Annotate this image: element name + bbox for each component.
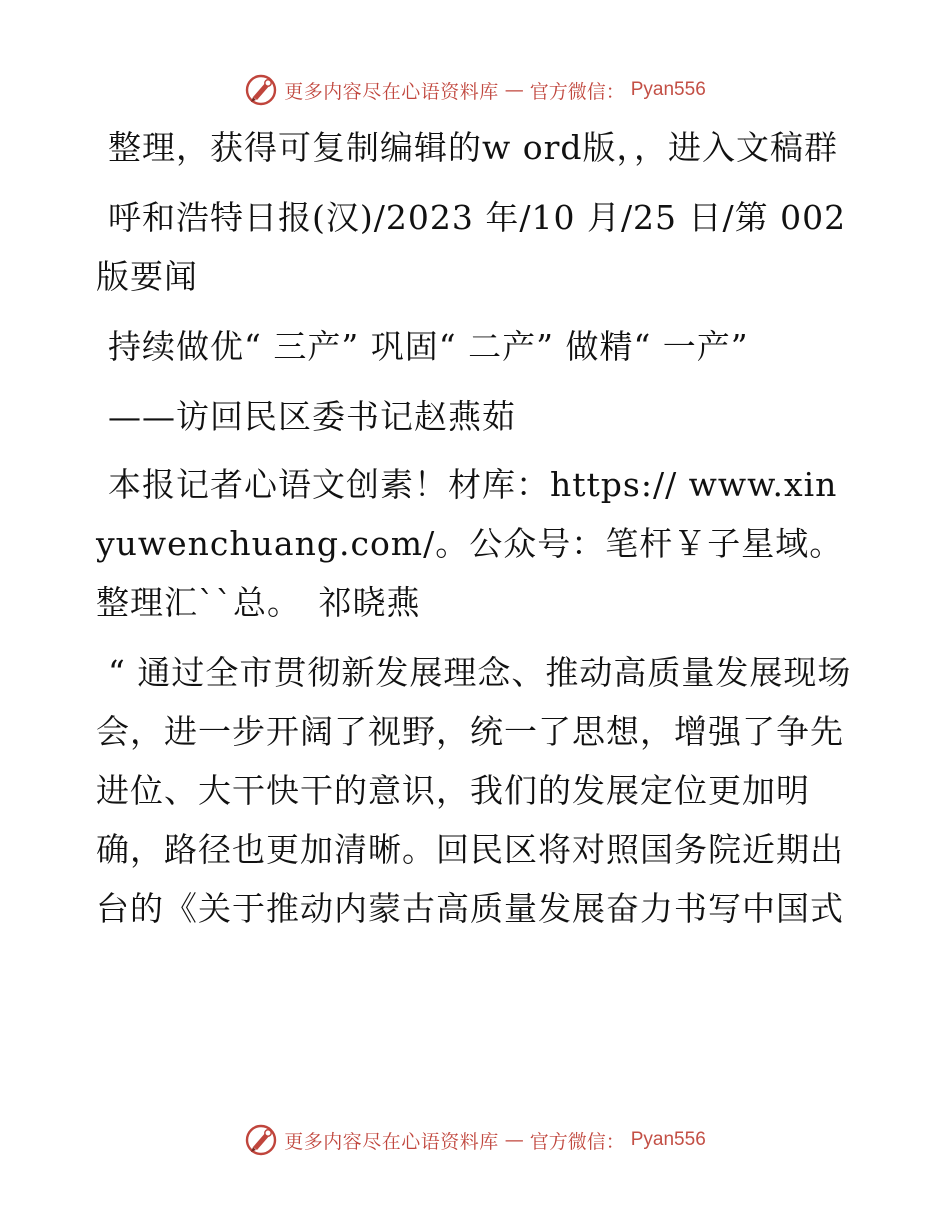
wechat-id: Pyan556	[630, 79, 706, 100]
wechat-label: 官方微信：	[529, 1130, 625, 1153]
paragraph-byline: 本报记者心语文创素！材库：https:// www.xinyuwenchuang.com/。公众号：笔杆￥子星域。整理汇``总。 祁晓燕	[96, 465, 844, 622]
wechat-label: 官方微信：	[529, 80, 625, 103]
brand-separator: —	[504, 79, 524, 101]
paragraph-intro: 整理，获得可复制编辑的w ord版，，进入文稿群	[108, 128, 839, 167]
wechat-id: Pyan556	[630, 1129, 706, 1150]
document-body	[96, 118, 856, 949]
page-footer-branding	[0, 1120, 950, 1160]
paragraph-body: “ 通过全市贯彻新发展理念、推动高质量发展现场会，进一步开阔了视野，统一了思想，增强了争先进位、大干快干的意识，我们的发展定位更加明确，路径也更加清晰。回民区将对照国务院近期出台的《关于推动内蒙古高质量发展奋力书写中国式	[96, 653, 852, 928]
page-header-branding	[0, 70, 950, 110]
article-title: 持续做优“ 三产” 巩固“ 二产” 做精“ 一产”	[108, 327, 749, 366]
brand-separator: —	[504, 1129, 524, 1151]
quill-pen-circle-icon	[244, 73, 278, 107]
article-subtitle: ——访回民区委书记赵燕茹	[108, 397, 516, 436]
brand-text: 更多内容尽在心语资料库	[284, 1130, 499, 1153]
quill-pen-circle-icon	[244, 1123, 278, 1157]
brand-text: 更多内容尽在心语资料库	[284, 80, 499, 103]
paragraph-source: 呼和浩特日报(汉)/2023 年/10 月/25 日/第 002 版要闻	[96, 198, 847, 296]
